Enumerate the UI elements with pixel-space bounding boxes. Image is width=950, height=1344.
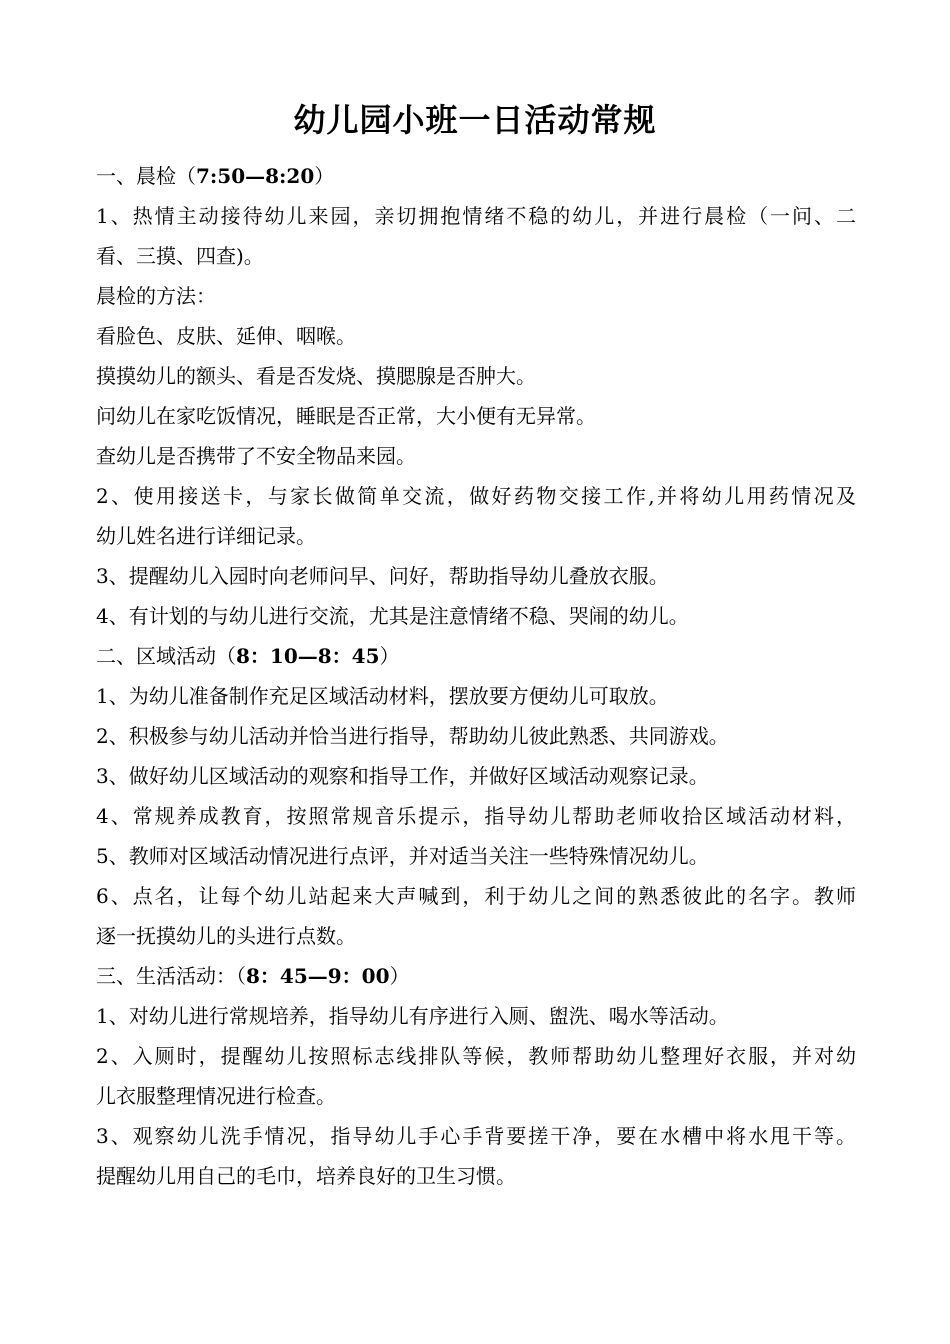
section-time-range: 8：10—8：45: [236, 644, 380, 668]
paragraph-line: 4、常规养成教育，按照常规音乐提示，指导幼儿帮助老师收拾区域活动材料，: [96, 804, 856, 828]
section-heading-close: ）: [314, 164, 335, 188]
paragraph-line: 看、三摸、四查)。: [96, 244, 264, 268]
paragraph-line: 儿衣服整理情况进行检查。: [96, 1084, 336, 1108]
paragraph-line: 2、使用接送卡，与家长做简单交流，做好药物交接工作,并将幼儿用药情况及: [96, 484, 856, 508]
section-time-range: 7:50—8:20: [196, 164, 315, 188]
paragraph-line: 5、教师对区域活动情况进行点评，并对适当关注一些特殊情况幼儿。: [96, 844, 709, 868]
paragraph-line: 3、观察幼儿洗手情况，指导幼儿手心手背要搓干净，要在水槽中将水甩干等。: [96, 1124, 856, 1148]
paragraph-line: 1、热情主动接待幼儿来园，亲切拥抱情绪不稳的幼儿，并进行晨检（一问、二: [96, 204, 856, 228]
section-heading: [96, 956, 856, 996]
section-heading-label: 三、生活活动：（: [96, 964, 246, 988]
section-heading-close: ）: [389, 964, 410, 988]
paragraph-line: 1、为幼儿准备制作充足区域活动材料，摆放要方便幼儿可取放。: [96, 684, 669, 708]
paragraph-line: 幼儿姓名进行详细记录。: [96, 524, 316, 548]
paragraph-line: 逐一抚摸幼儿的头进行点数。: [96, 924, 356, 948]
paragraph-line: 看脸色、皮肤、延伸、咽喉。: [96, 324, 356, 348]
document-title: 幼儿园小班一日活动常规: [293, 101, 657, 139]
document-body: [96, 156, 856, 1196]
paragraph-line: 6、点名，让每个幼儿站起来大声喊到，利于幼儿之间的熟悉彼此的名字。教师: [96, 884, 856, 908]
section-heading-label: 一、晨检（: [96, 164, 196, 188]
paragraph-line: 摸摸幼儿的额头、看是否发烧、摸腮腺是否肿大。: [96, 364, 536, 388]
section-heading: [96, 156, 856, 196]
section-heading-close: ）: [379, 644, 400, 668]
paragraph-line: 查幼儿是否携带了不安全物品来园。: [96, 444, 416, 468]
paragraph-line: 2、入厕时，提醒幼儿按照标志线排队等候，教师帮助幼儿整理好衣服，并对幼: [96, 1044, 856, 1068]
section-time-range: 8：45—9：00: [246, 964, 390, 988]
paragraph-line: 提醒幼儿用自己的毛巾，培养良好的卫生习惯。: [96, 1164, 516, 1188]
section-heading-label: 二、区域活动（: [96, 644, 236, 668]
paragraph-line: 4、有计划的与幼儿进行交流，尤其是注意情绪不稳、哭闹的幼儿。: [96, 604, 689, 628]
paragraph-line: 3、提醒幼儿入园时向老师问早、问好，帮助指导幼儿叠放衣服。: [96, 564, 669, 588]
section-heading: [96, 636, 856, 676]
paragraph-line: 3、做好幼儿区域活动的观察和指导工作，并做好区域活动观察记录。: [96, 764, 709, 788]
paragraph-line: 晨检的方法：: [96, 284, 216, 308]
paragraph-line: 问幼儿在家吃饭情况，睡眠是否正常，大小便有无异常。: [96, 404, 596, 428]
paragraph-line: 1、对幼儿进行常规培养，指导幼儿有序进行入厕、盥洗、喝水等活动。: [96, 1004, 729, 1028]
paragraph-line: 2、积极参与幼儿活动并恰当进行指导，帮助幼儿彼此熟悉、共同游戏。: [96, 724, 729, 748]
